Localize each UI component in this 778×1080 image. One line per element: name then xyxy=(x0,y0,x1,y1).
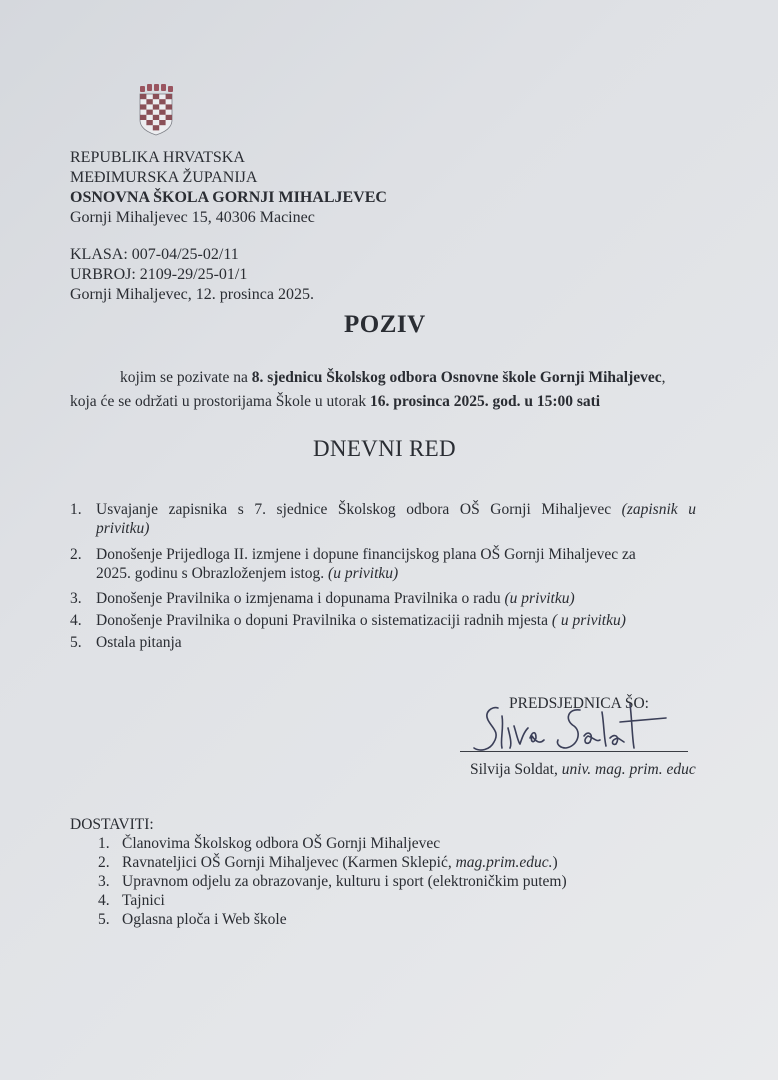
intro-text: kojim se pozivate na xyxy=(120,369,252,386)
distribution-item: Oglasna ploča i Web škole xyxy=(122,911,287,928)
agenda-item-note: (u privitku) xyxy=(328,565,399,582)
signatory-name: Silvija Soldat, xyxy=(470,761,562,778)
agenda-item-note: ( u privitku) xyxy=(551,612,626,629)
intro-line-1 xyxy=(120,368,666,387)
agenda-item-2-text: Donošenje Prijedloga II. izmjene i dopune financijskog plana OŠ Gornji Mihaljevec za xyxy=(96,546,636,563)
intro-comma: , xyxy=(661,369,666,386)
agenda-item-2-cont xyxy=(96,564,398,583)
agenda-item-note: (zapisnik u xyxy=(621,501,696,518)
agenda-item xyxy=(70,611,82,630)
distribution-item-number: 4. xyxy=(98,892,110,909)
country-name: REPUBLIKA HRVATSKA xyxy=(70,149,245,166)
distribution-item-number: 5. xyxy=(98,911,110,928)
distribution-item-note: mag.prim.educ. xyxy=(455,854,553,871)
agenda-item-text: Donošenje Pravilnika o izmjenama i dopunama Pravilnika o radu xyxy=(96,590,505,607)
agenda-item-number: 4. xyxy=(70,612,82,629)
distribution-item: Upravnom odjelu za obrazovanje, kulturu i sport (elektroničkim putem) xyxy=(122,873,567,890)
meeting-datetime: 16. prosinca 2025. god. u 15:00 sati xyxy=(370,393,601,410)
signatory-title: univ. mag. prim. educ xyxy=(561,761,696,778)
signatory-name-line xyxy=(470,760,696,779)
distribution-item-number: 2. xyxy=(98,854,110,871)
agenda-item xyxy=(70,500,82,519)
intro-line-2 xyxy=(70,392,600,411)
distribution-heading: DOSTAVITI: xyxy=(70,816,154,833)
croatian-coat-of-arms-icon xyxy=(137,84,175,136)
agenda-item-4-text xyxy=(96,611,626,630)
distribution-item-number: 3. xyxy=(98,873,110,890)
agenda-item-1-note-cont: privitku) xyxy=(96,520,150,537)
agenda-item-number: 3. xyxy=(70,590,82,607)
signature-line xyxy=(460,751,688,752)
signatory-role: PREDSJEDNICA ŠO: xyxy=(509,695,649,712)
agenda-item-text: Donošenje Pravilnika o dopuni Pravilnika o sistematizaciji radnih mjesta xyxy=(96,612,552,629)
agenda-item-5-text: Ostala pitanja xyxy=(96,634,182,651)
place-date: Gornji Mihaljevec, 12. prosinca 2025. xyxy=(70,286,314,303)
agenda-item-note: (u privitku) xyxy=(504,590,575,607)
agenda-item-number: 2. xyxy=(70,546,82,563)
distribution-item: Članovima Školskog odbora OŠ Gornji Mihaljevec xyxy=(122,835,441,852)
intro-location-text: koja će se održati u prostorijama Škole u utorak xyxy=(70,393,371,410)
agenda-item-text: Usvajanje zapisnika s 7. sjednice Školskog odbora OŠ Gornji Mihaljevec xyxy=(96,501,622,518)
document-title: POZIV xyxy=(344,311,426,338)
agenda-item-text: 2025. godinu s Obrazloženjem istog. xyxy=(96,565,329,582)
meeting-name: 8. sjednicu Školskog odbora Osnovne škole Gornji Mihaljevec xyxy=(251,369,662,386)
distribution-item-number: 1. xyxy=(98,835,110,852)
agenda-item xyxy=(70,589,82,608)
klasa-number: KLASA: 007-04/25-02/11 xyxy=(70,246,239,263)
agenda-item-1-text xyxy=(96,500,696,519)
distribution-item-text: Ravnateljici OŠ Gornji Mihaljevec (Karmen Sklepić, xyxy=(122,854,456,871)
agenda-item xyxy=(70,633,82,652)
agenda-item-number: 5. xyxy=(70,634,82,651)
urbroj-number: URBROJ: 2109-29/25-01/1 xyxy=(70,266,248,283)
distribution-item: Tajnici xyxy=(122,892,165,909)
agenda-item-number: 1. xyxy=(70,501,82,518)
agenda-item xyxy=(70,545,82,564)
agenda-title: DNEVNI RED xyxy=(313,436,456,461)
school-address: Gornji Mihaljevec 15, 40306 Macinec xyxy=(70,209,315,226)
distribution-item-tail: ) xyxy=(552,854,558,871)
distribution-item xyxy=(122,853,558,872)
school-name: OSNOVNA ŠKOLA GORNJI MIHALJEVEC xyxy=(70,189,387,206)
agenda-item-3-text xyxy=(96,589,575,608)
county-name: MEĐIMURSKA ŽUPANIJA xyxy=(70,169,258,186)
